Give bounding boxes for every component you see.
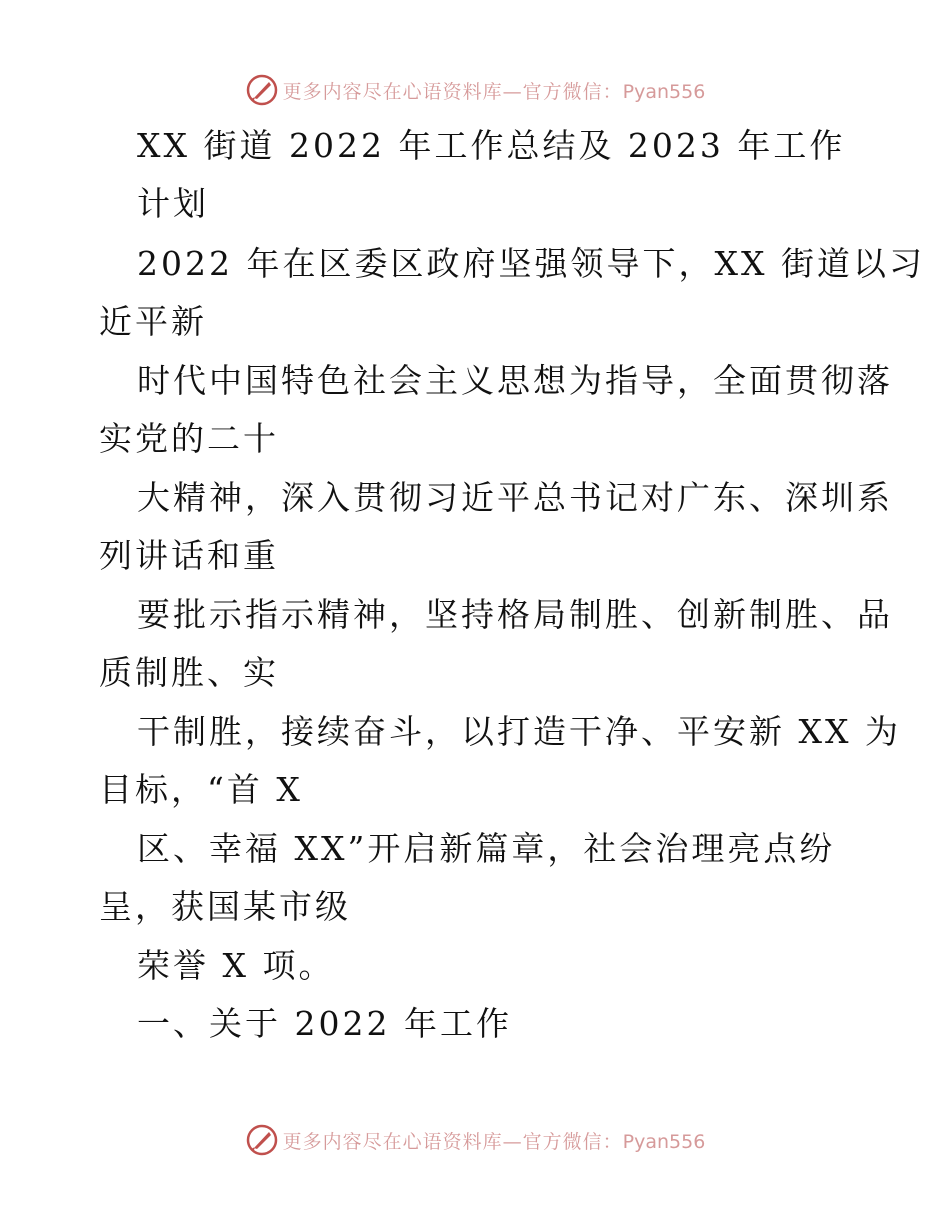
body-line: 2022 年在区委区政府坚强领导下，XX 街道以习 [137, 244, 925, 283]
body-line: 列讲话和重 [99, 536, 279, 575]
banner-account: Pyan556 [622, 80, 706, 103]
quill-logo-icon [245, 1123, 279, 1157]
body-line: 目标，“首 X [99, 770, 303, 809]
body-line: 荣誉 X 项。 [137, 946, 335, 985]
body-line: 区、幸福 XX”开启新篇章，社会治理亮点纷 [137, 829, 836, 868]
banner-account: Pyan556 [622, 1130, 706, 1153]
banner-text: 更多内容尽在心语资料库—官方微信：Pyan556 [282, 80, 706, 103]
document-title-line-1: XX 街道 2022 年工作总结及 2023 年工作 [137, 126, 846, 165]
body-line: 大精神，深入贯彻习近平总书记对广东、深圳系 [137, 478, 893, 517]
body-line: 实党的二十 [99, 419, 279, 458]
document-title-line-2: 计划 [137, 184, 209, 223]
body-line: 近平新 [99, 302, 207, 341]
body-line: 要批示指示精神，坚持格局制胜、创新制胜、品 [137, 595, 893, 634]
body-line: 时代中国特色社会主义思想为指导，全面贯彻落 [137, 361, 893, 400]
banner-text: 更多内容尽在心语资料库—官方微信：Pyan556 [282, 1130, 706, 1153]
footer-banner [0, 1120, 950, 1160]
body-line: 干制胜，接续奋斗，以打造干净、平安新 XX 为 [137, 712, 901, 751]
section-heading: 一、关于 2022 年工作 [137, 1004, 512, 1043]
body-line: 质制胜、实 [99, 653, 279, 692]
body-line: 呈，获国某市级 [99, 887, 351, 926]
